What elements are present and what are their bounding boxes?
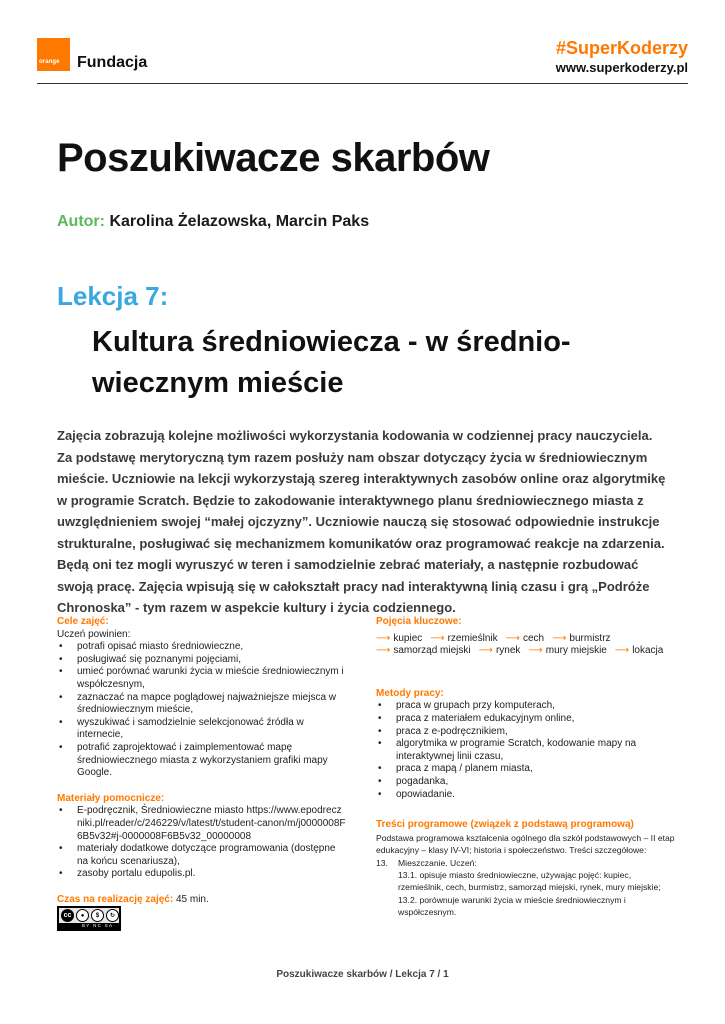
author-line: [57, 213, 369, 231]
arrow-icon: ⟶: [376, 632, 391, 644]
keyword-item: ⟶ samorząd miejski: [376, 645, 471, 657]
header-divider: [37, 83, 688, 84]
list-item: • pogadanka,: [376, 776, 676, 789]
curriculum-heading: Treści programowe (związek z podstawą programową): [376, 819, 634, 831]
keyword-item: ⟶ cech: [505, 632, 545, 644]
keyword-item: ⟶ kupiec: [376, 632, 423, 644]
list-item: • materiały dodatkowe dotyczące programowania (dostępne na końcu scenariusza),: [57, 843, 347, 868]
list-item: • potrafić zaprojektować i zaimplementować mapę średniowiecznego miasta z wykorzystaniem grafiki mapy Google.: [57, 742, 347, 780]
list-item: • zasoby portalu edupolis.pl.: [57, 868, 347, 881]
list-item: • praca z mapą / planem miasta,: [376, 763, 676, 776]
list-item: • praca z e-podręcznikiem,: [376, 726, 676, 739]
right-column: [376, 616, 676, 919]
keywords-list: [376, 633, 676, 658]
list-item: • praca w grupach przy komputerach,: [376, 700, 676, 713]
list-item: • zaznaczać na mapce poglądowej najważniejsze miejsca w średniowiecznym mieście,: [57, 692, 347, 717]
list-item: • praca z materiałem edukacyjnym online,: [376, 713, 676, 726]
left-column: [57, 616, 347, 906]
materials-heading: Materiały pomocnicze:: [57, 792, 165, 804]
methods-heading: Metody pracy:: [376, 687, 444, 699]
logo-text: orange: [39, 59, 60, 65]
methods-list: [376, 700, 676, 801]
keyword-item: ⟶ burmistrz: [552, 632, 611, 644]
noncommercial-icon: $: [91, 909, 104, 922]
lesson-number: Lekcja 7:: [57, 281, 169, 311]
cc-license-badge: [57, 906, 121, 931]
keyword-item: ⟶ lokacja: [614, 645, 664, 657]
list-item: • posługiwać się poznanymi pojęciami,: [57, 654, 347, 667]
goals-list: [57, 641, 347, 780]
list-item: • umieć porównać warunki życia w mieście średniowiecznym i współczesnym,: [57, 666, 347, 691]
attribution-icon: ●: [76, 909, 89, 922]
arrow-icon: ⟶: [505, 632, 520, 644]
keywords-heading: Pojęcia kluczowe:: [376, 616, 462, 627]
arrow-icon: ⟶: [376, 645, 391, 657]
list-item: • opowiadanie.: [376, 789, 676, 802]
goals-heading: Cele zajęć:: [57, 616, 109, 627]
curriculum-intro: Podstawa programowa kształcenia ogólnego dla szkół podstawowych – II etap edukacyjny – klasy IV-VI; historia i społeczeństwo. Treści szczegółowe:: [376, 832, 675, 856]
orange-logo: [37, 38, 70, 71]
curriculum-point-text: Mieszczanie. Uczeń:: [398, 857, 477, 868]
curriculum-point: [376, 857, 676, 869]
list-item: • potrafi opisać miasto średniowieczne,: [57, 641, 347, 654]
list-item: • algorytmika w programie Scratch, kodowanie mapy na interaktywnej linii czasu,: [376, 738, 676, 763]
cc-icon: cc: [61, 909, 74, 922]
page-title: Poszukiwacze skarbów: [57, 136, 490, 180]
duration-label: Czas na realizację zajęć:: [57, 893, 174, 905]
hashtag: #SuperKoderzy: [555, 38, 688, 58]
list-item: • wyszukiwać i samodzielnie selekcjonować źródła w internecie,: [57, 717, 347, 742]
arrow-icon: ⟶: [430, 632, 445, 644]
intro-paragraph: Zajęcia zobrazują kolejne możliwości wykorzystania kodowania w codziennej pracy nauczyciela. Za podstawę merytoryczną tym razem posłuży nam obszar dotyczący życia w średniowiecznym mieście. Uczniowie na lekcji wykorzystają szereg interaktywnych zasobów online oraz algorytmikę w programie Scratch. Będzie to zakodowanie interaktywnego planu średniowiecznego miasta z uwzględnieniem swojej “małej ojczyzny”. Uczniowie nauczą się stosować odpowiednie instrukcje strukturalne, posługiwać się mechanizmem komunikatów oraz programować reakcje na zdarzenia. Będą oni tez mogli wyruszyć w teren i samodzielnie zebrać materiały, a następnie rozbudować swoją pracę. Zajęcia wpisują się w całokształt pracy nad interaktywną linią czasu i grą „Podróże Chronoska” - tym razem w aspekcie kultury i życia codziennego.: [57, 428, 666, 615]
author-label: Autor:: [57, 213, 105, 230]
arrow-icon: ⟶: [528, 645, 543, 657]
keyword-item: ⟶ mury miejskie: [528, 645, 607, 657]
author-names: Karolina Żelazowska, Marcin Paks: [109, 213, 370, 230]
license-tags: BY NC SA: [82, 923, 114, 928]
website-link[interactable]: www.superkoderzy.pl: [555, 60, 688, 75]
keyword-item: ⟶ rynek: [478, 645, 521, 657]
curriculum-number: 13.: [376, 857, 388, 868]
list-item[interactable]: • E-podręcznik, Średniowieczne miasto https://www.epodreczniki.pl/reader/c/246229/v/latest/t/student-canon/m/j0000008F6B5v32#j-0000008F6B5v32_00000008: [57, 805, 347, 843]
keyword-item: ⟶ rzemieślnik: [430, 632, 498, 644]
page-footer: Poszukiwacze skarbów / Lekcja 7 / 1: [276, 969, 449, 980]
arrow-icon: ⟶: [552, 632, 567, 644]
curriculum-subpoint: 13.2. porównuje warunki życia w mieście średniowiecznym i współczesnym.: [398, 894, 626, 918]
arrow-icon: ⟶: [614, 645, 630, 657]
materials-list: [57, 805, 347, 881]
sharealike-icon: ↻: [106, 909, 119, 922]
curriculum-subpoint: 13.1. opisuje miasto średniowieczne, używając pojęć: kupiec, rzemieślnik, cech, burmistrz, samorząd miejski, rynek, mury miejskie;: [398, 869, 661, 893]
lesson-title: Kultura średniowiecza - w średnio-wiecznym mieście: [92, 326, 571, 399]
duration-value: 45 min.: [175, 893, 209, 905]
goals-lead: Uczeń powinien:: [57, 628, 131, 640]
arrow-icon: ⟶: [478, 645, 493, 657]
duration-line: [57, 894, 347, 907]
brand-name: Fundacja: [77, 54, 148, 71]
